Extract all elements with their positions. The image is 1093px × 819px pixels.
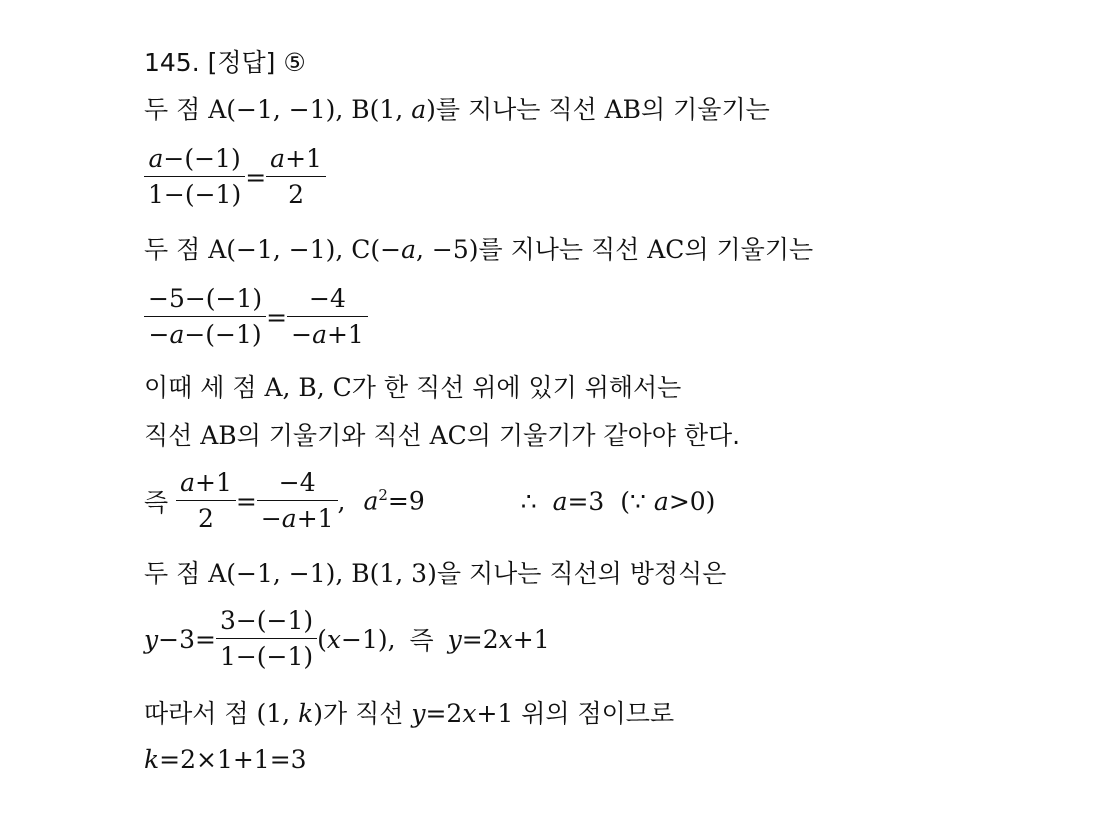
problem-header (144, 47, 306, 79)
answer-label: [정답] (207, 48, 276, 77)
line-equation: y−3= $\frac{3-(-1)}{1-(-1)}$ (x−1), 즉 y=2x+1 (144, 606, 550, 671)
fraction: $\frac{a-(-1)}{1-(-1)}$ (144, 144, 245, 210)
fraction: $\frac{-5-(-1)}{-a-(-1)}$ (144, 284, 266, 350)
slope-ac-fraction: $\frac{-5-(-1)}{-a-(-1)}$ = $\frac{-4}{-a+1}$ (144, 284, 368, 350)
collinear-condition: 이때 세 점 A, B, C가 한 직선 위에 있기 위해서는 (144, 373, 682, 402)
slope-ac-statement: 두 점 A(−1, −1), C(−a, −5)를 지나는 직선 AC의 기울기는 (144, 235, 814, 264)
because-symbol: (∵ (620, 486, 646, 516)
slope-ab-fraction: $\frac{a-(-1)}{1-(-1)}$ = $\frac{a+1}{2}$ (144, 144, 326, 210)
slope-ab-statement: 두 점 A(−1, −1), B(1, a)를 지나는 직선 AB의 기울기는 (144, 95, 770, 124)
answer-choice: ⑤ (283, 48, 306, 77)
fraction: $\frac{a+1}{2}$ (266, 144, 326, 210)
slope-equation: 즉 $\frac{a+1}{2}$ = $\frac{-4}{-a+1}$ , $a^2=9$ ∴ a=3 (∵ a>0) (144, 468, 716, 533)
line-equation-statement: 두 점 A(−1, −1), B(1, 3)을 지나는 직선의 방정식은 (144, 559, 727, 588)
final-answer: k=2×1+1=3 (144, 745, 307, 774)
fraction: $\frac{-4}{-a+1}$ (257, 468, 338, 534)
equal-slopes-statement: 직선 AB의 기울기와 직선 AC의 기울기가 같아야 한다. (144, 421, 741, 450)
therefore-symbol: ∴ (520, 486, 537, 516)
fraction: $\frac{3-(-1)}{1-(-1)}$ (216, 606, 317, 672)
fraction: $\frac{a+1}{2}$ (176, 468, 236, 534)
point-on-line-statement: 따라서 점 (1, k)가 직선 y=2x+1 위의 점이므로 (144, 699, 675, 728)
fraction: $\frac{-4}{-a+1}$ (287, 284, 368, 350)
problem-number: 145. (144, 48, 200, 77)
